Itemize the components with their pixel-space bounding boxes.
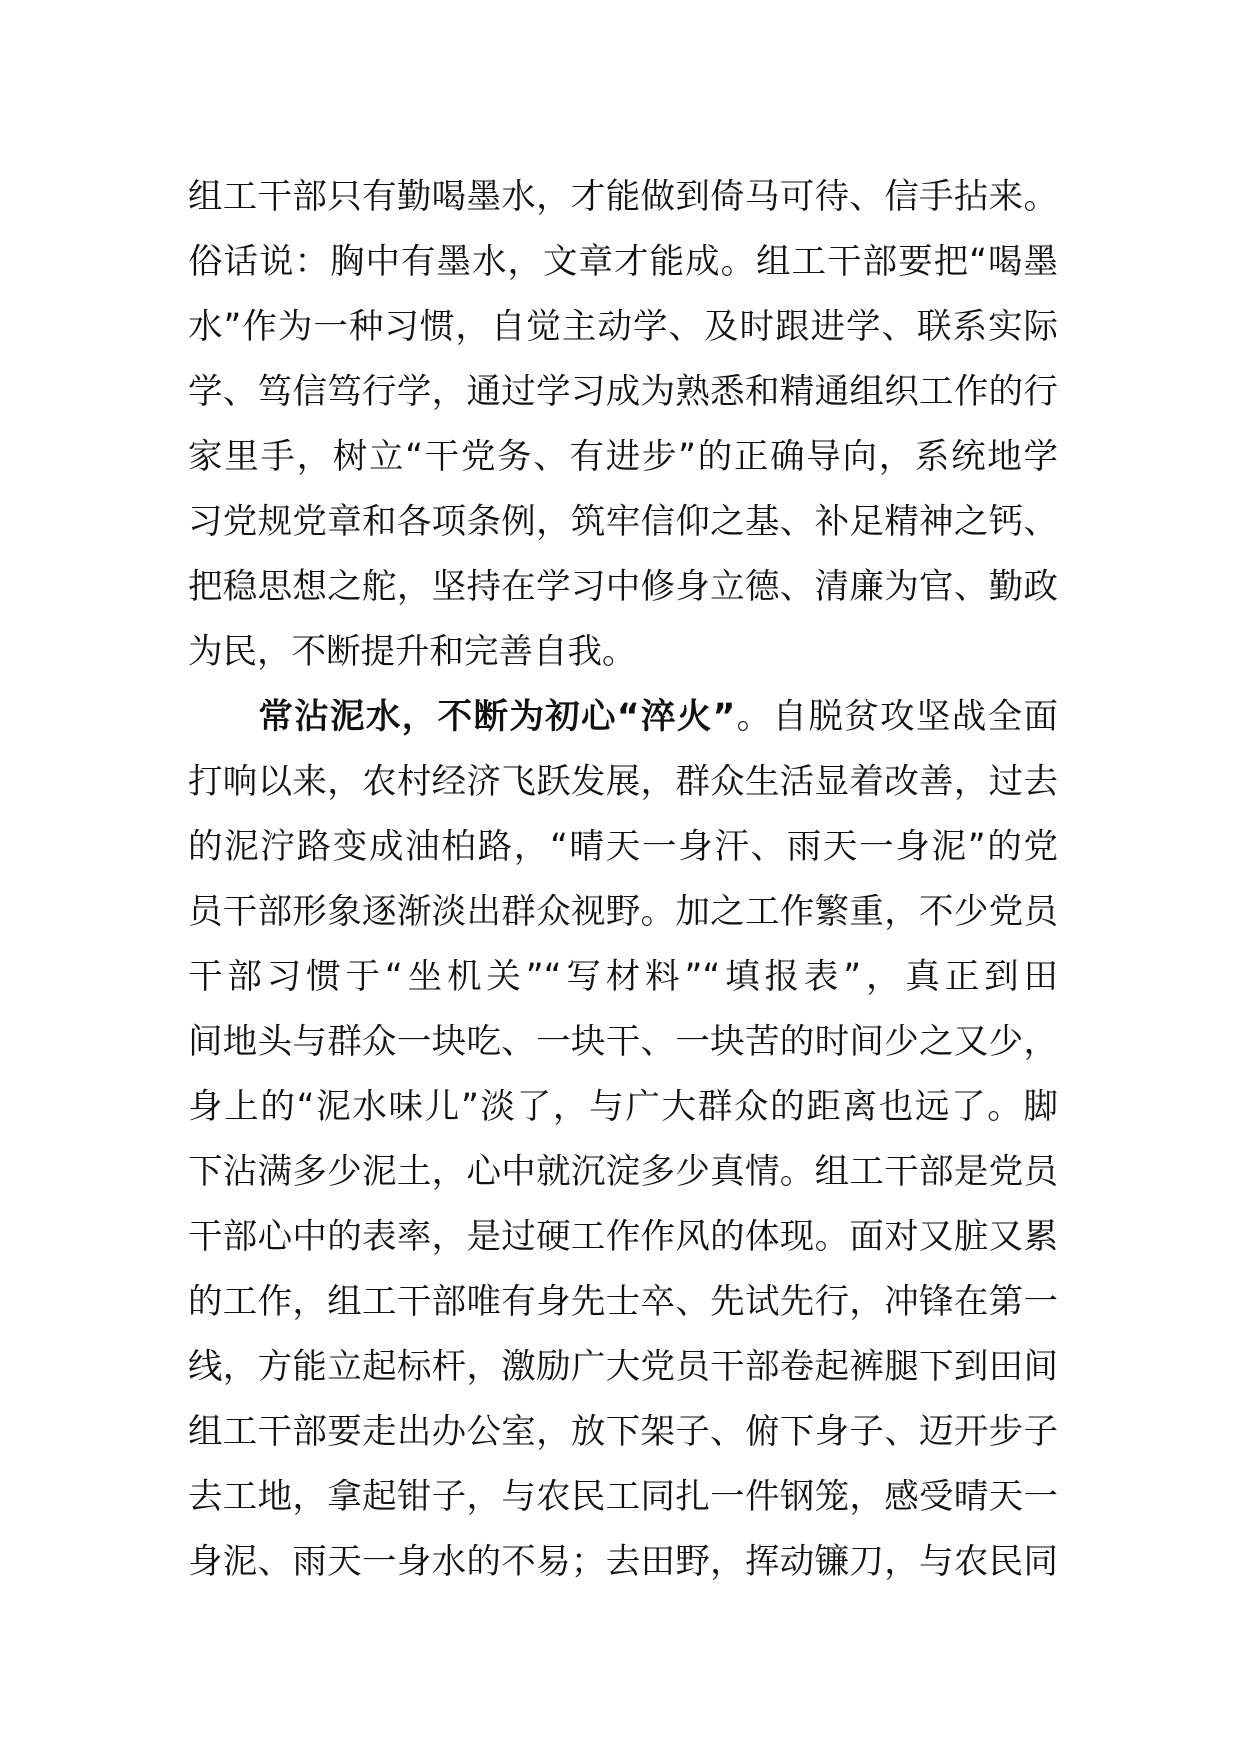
text-line: 干部习惯于“坐机关”“写材料”“填报表”，真正到田	[188, 957, 1058, 997]
text-line: 为民，不断提升和完善自我。	[188, 632, 637, 672]
paragraph-first-line-tail: 。自脱贫攻坚战全面	[735, 697, 1058, 737]
paragraph-first-line	[188, 685, 1058, 750]
text-line: 员干部形象逐渐淡出群众视野。加之工作繁重，不少党员	[188, 892, 1058, 932]
text-line: 身泥、雨天一身水的不易；去田野，挥动镰刀，与农民同	[188, 1542, 1058, 1582]
text-line: 的工作，组工干部唯有身先士卒、先试先行，冲锋在第一	[188, 1282, 1058, 1322]
text-line: 组工干部只有勤喝墨水，才能做到倚马可待、信手拈来。	[188, 177, 1058, 217]
paragraph-heading: 常沾泥水，不断为初心“淬火”	[257, 697, 736, 737]
text-line: 身上的“泥水味儿”淡了，与广大群众的距离也远了。脚	[188, 1087, 1058, 1127]
text-line: 习党规党章和各项条例，筑牢信仰之基、补足精神之钙、	[188, 502, 1058, 542]
text-line: 去工地，拿起钳子，与农民工同扎一件钢笼，感受晴天一	[188, 1477, 1058, 1517]
text-line: 下沾满多少泥土，心中就沉淀多少真情。组工干部是党员	[188, 1152, 1058, 1192]
text-line: 打响以来，农村经济飞跃发展，群众生活显着改善，过去	[188, 762, 1058, 802]
text-line: 把稳思想之舵，坚持在学习中修身立德、清廉为官、勤政	[188, 567, 1058, 607]
text-line: 线，方能立起标杆，激励广大党员干部卷起裤腿下到田间	[188, 1347, 1058, 1387]
text-line: 家里手，树立“干党务、有进步”的正确导向，系统地学	[188, 437, 1058, 477]
text-line: 俗话说：胸中有墨水，文章才能成。组工干部要把“喝墨	[188, 242, 1058, 282]
text-line: 干部心中的表率，是过硬工作作风的体现。面对又脏又累	[188, 1217, 1058, 1257]
text-line: 的泥泞路变成油柏路，“晴天一身汗、雨天一身泥”的党	[188, 827, 1058, 867]
body-text	[188, 165, 1058, 1595]
text-line: 间地头与群众一块吃、一块干、一块苦的时间少之又少，	[188, 1022, 1058, 1062]
text-line: 组工干部要走出办公室，放下架子、俯下身子、迈开步子	[188, 1412, 1058, 1452]
text-line: 水”作为一种习惯，自觉主动学、及时跟进学、联系实际	[188, 307, 1058, 347]
text-line: 学、笃信笃行学，通过学习成为熟悉和精通组织工作的行	[188, 372, 1058, 412]
